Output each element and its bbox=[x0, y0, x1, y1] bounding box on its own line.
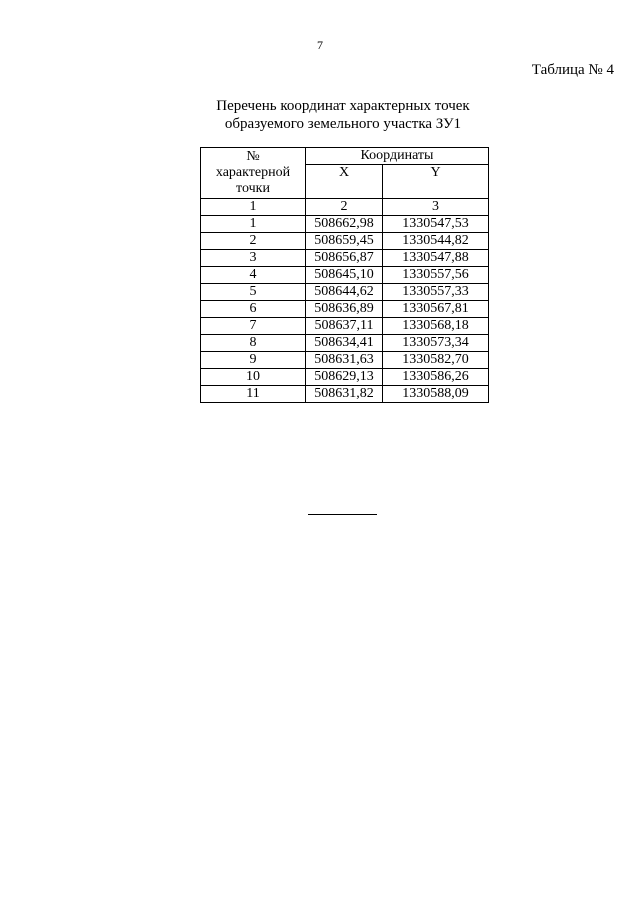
table-row bbox=[201, 301, 489, 318]
column-number-cell: 3 bbox=[383, 199, 489, 216]
point-number-cell: 10 bbox=[201, 369, 306, 386]
y-coordinate-cell: 1330547,53 bbox=[383, 216, 489, 233]
point-number-cell: 3 bbox=[201, 250, 306, 267]
table-caption bbox=[0, 97, 640, 133]
x-coordinate-cell: 508644,62 bbox=[306, 284, 383, 301]
table-row bbox=[201, 233, 489, 250]
y-coordinate-cell: 1330567,81 bbox=[383, 301, 489, 318]
end-of-document-line bbox=[308, 514, 377, 515]
x-coordinate-cell: 508645,10 bbox=[306, 267, 383, 284]
caption-line-2: образуемого земельного участка ЗУ1 bbox=[224, 116, 462, 132]
point-number-cell: 11 bbox=[201, 386, 306, 403]
x-coordinate-cell: 508636,89 bbox=[306, 301, 383, 318]
point-number-cell: 6 bbox=[201, 301, 306, 318]
x-coordinate-cell: 508629,13 bbox=[306, 369, 383, 386]
point-number-cell: 2 bbox=[201, 233, 306, 250]
column-number-cell: 2 bbox=[306, 199, 383, 216]
y-coordinate-cell: 1330557,33 bbox=[383, 284, 489, 301]
y-coordinate-cell: 1330573,34 bbox=[383, 335, 489, 352]
y-coordinate-cell: 1330588,09 bbox=[383, 386, 489, 403]
page-number: 7 bbox=[317, 38, 323, 52]
header-coordinates: Координаты bbox=[306, 148, 489, 165]
table-row bbox=[201, 216, 489, 233]
header-y: Y bbox=[383, 165, 489, 199]
table-row bbox=[201, 318, 489, 335]
x-coordinate-cell: 508634,41 bbox=[306, 335, 383, 352]
x-coordinate-cell: 508659,45 bbox=[306, 233, 383, 250]
y-coordinate-cell: 1330544,82 bbox=[383, 233, 489, 250]
x-coordinate-cell: 508656,87 bbox=[306, 250, 383, 267]
table-row bbox=[201, 335, 489, 352]
header-x: X bbox=[306, 165, 383, 199]
header-point-number bbox=[201, 148, 306, 199]
y-coordinate-cell: 1330586,26 bbox=[383, 369, 489, 386]
point-number-cell: 5 bbox=[201, 284, 306, 301]
x-coordinate-cell: 508631,82 bbox=[306, 386, 383, 403]
x-coordinate-cell: 508637,11 bbox=[306, 318, 383, 335]
header-point-line-2: точки bbox=[236, 181, 270, 196]
table-row bbox=[201, 284, 489, 301]
table-row bbox=[201, 386, 489, 403]
y-coordinate-cell: 1330568,18 bbox=[383, 318, 489, 335]
column-number-row bbox=[201, 199, 489, 216]
coordinates-table bbox=[200, 147, 489, 403]
point-number-cell: 1 bbox=[201, 216, 306, 233]
y-coordinate-cell: 1330582,70 bbox=[383, 352, 489, 369]
y-coordinate-cell: 1330547,88 bbox=[383, 250, 489, 267]
y-coordinate-cell: 1330557,56 bbox=[383, 267, 489, 284]
x-coordinate-cell: 508631,63 bbox=[306, 352, 383, 369]
point-number-cell: 7 bbox=[201, 318, 306, 335]
point-number-cell: 8 bbox=[201, 335, 306, 352]
table-header-row bbox=[201, 148, 489, 165]
table-row bbox=[201, 267, 489, 284]
table-label: Таблица № 4 bbox=[531, 62, 614, 78]
point-number-cell: 4 bbox=[201, 267, 306, 284]
table-row bbox=[201, 369, 489, 386]
header-point-line-1: характерной bbox=[215, 165, 291, 180]
table-row bbox=[201, 250, 489, 267]
table-row bbox=[201, 352, 489, 369]
point-number-cell: 9 bbox=[201, 352, 306, 369]
header-number-sign: № bbox=[246, 149, 260, 164]
caption-line-1: Перечень координат характерных точек bbox=[216, 98, 470, 114]
x-coordinate-cell: 508662,98 bbox=[306, 216, 383, 233]
column-number-cell: 1 bbox=[201, 199, 306, 216]
